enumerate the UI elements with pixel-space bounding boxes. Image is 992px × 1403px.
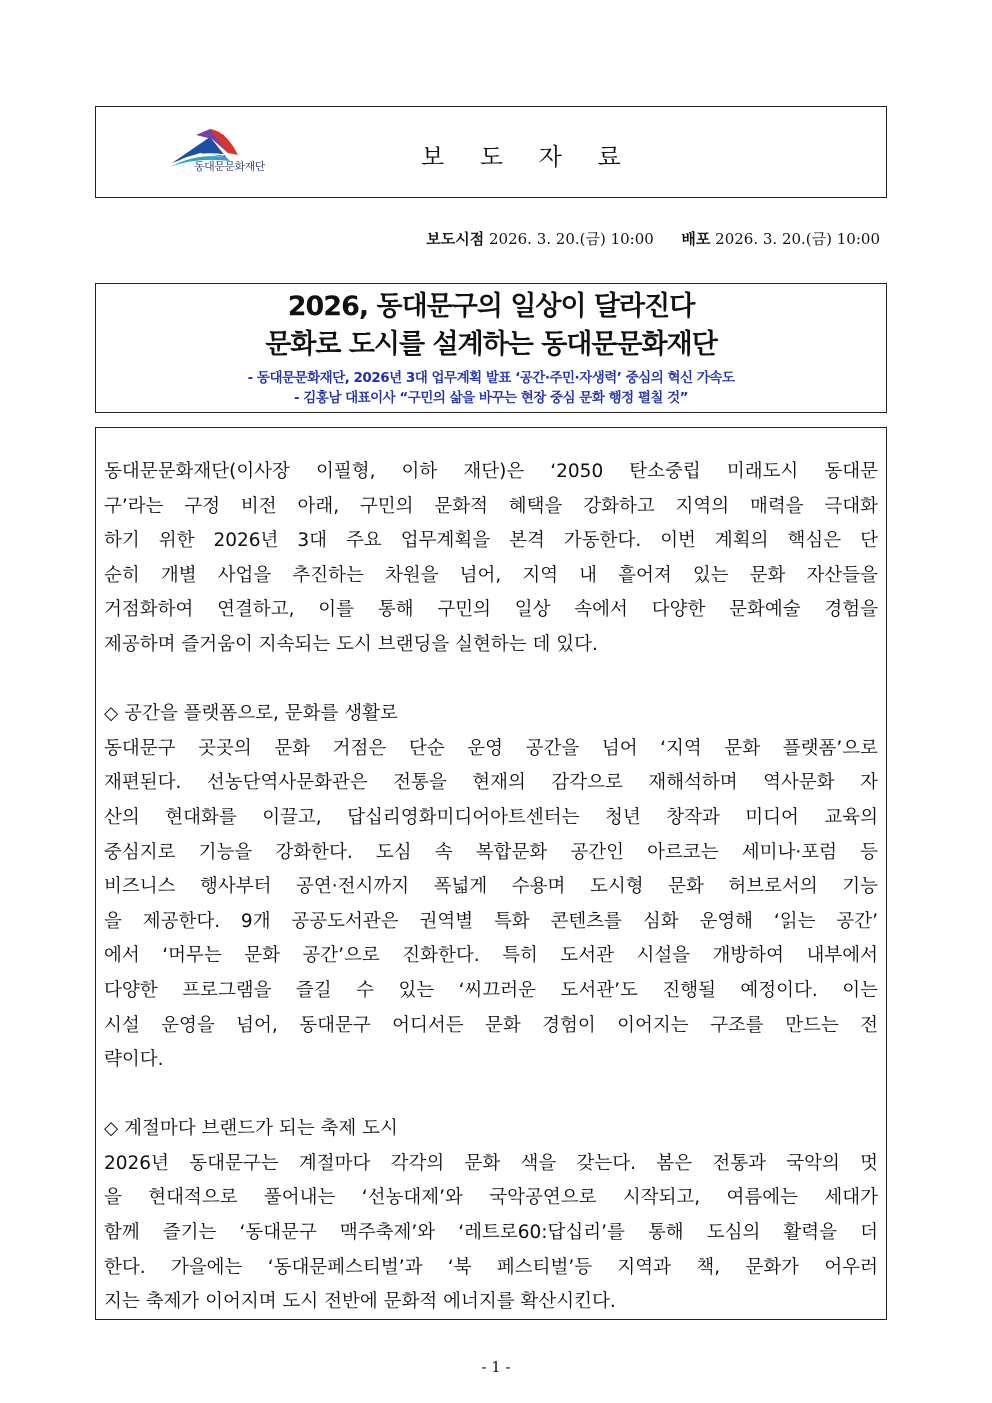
section-1-line: 을 제공한다. 9개 공공도서관은 권역별 특화 콘텐츠를 심화 운영해 ‘읽는 공간’ [104,910,878,932]
headline-title-2: 문화로 도시를 설계하는 동대문문화재단 [265,329,717,360]
intro-line: 구’라는 구정 비전 아래, 구민의 문화적 혜택을 강화하고 지역의 매력을 극대화 [104,495,878,517]
section-2-heading: ◇ 계절마다 브랜드가 되는 축제 도시 [104,1118,398,1140]
section-1-line: 산의 현대화를 이끌고, 답십리영화미디어아트센터는 청년 창작과 미디어 교육의 [104,806,878,828]
section-2-line: 을 현대적으로 풀어내는 ‘선농대제’와 국악공연으로 시작되고, 여름에는 세대가 [104,1187,878,1209]
article-body [95,427,887,1320]
section-2-line: 함께 즐기는 ‘동대문구 맥주축제’와 ‘레트로60:답십리’를 통해 도심의 활력을 더 [104,1222,878,1244]
section-1-line: 동대문구 곳곳의 문화 거점은 단순 운영 공간을 넘어 ‘지역 문화 플랫폼’으로 [104,737,878,759]
headline-subtitle-1: - 동대문문화재단, 2026년 3대 업무계획 발표 ‘공간·주민·자생력’ 중심의 혁신 가속도 [247,370,735,386]
section-1-heading: ◇ 공간을 플랫폼으로, 문화를 생활로 [104,703,398,725]
section-1-line: 시설 운영을 넘어, 동대문구 어디서든 문화 경험이 이어지는 구조를 만드는 전 [104,1014,878,1036]
distribution-label: 배포 [681,230,711,248]
release-time-value: 2026. 3. 20.(금) 10:00 [488,230,654,248]
release-time-label: 보도시점 [426,230,485,248]
release-info [426,228,880,249]
section-1-paragraph [104,732,878,1078]
section-1-line: 비즈니스 행사부터 공연·전시까지 폭넓게 수용며 도시형 문화 허브로서의 기능 [104,876,878,898]
intro-line: 동대문문화재단(이사장 이필형, 이하 재단)은 ‘2050 탄소중립 미래도시 동대문 [104,461,878,482]
section-1-line: 에서 ‘머무는 문화 공간’으로 진화한다. 특히 도서관 시설을 개방하여 내부에서 [104,945,878,967]
logo-text: 동대문문화재단 [194,160,265,173]
section-2-line: 2026년 동대문구는 계절마다 각각의 문화 색을 갖는다. 봄은 전통과 국악의 멋 [104,1152,878,1174]
intro-paragraph [104,455,878,663]
section-1-line: 다양한 프로그램을 즐길 수 있는 ‘씨끄러운 도서관’도 진행될 예정이다. 이는 [104,979,878,1001]
intro-line: 순히 개별 사업을 추진하는 차원을 넘어, 지역 내 흩어져 있는 문화 자산들을 [104,564,878,586]
press-release-title: 보 도 자 료 [421,143,635,171]
headline-title-1: 2026, 동대문구의 일상이 달라진다 [287,291,695,322]
section-1-line: 략이다. [104,1049,164,1071]
intro-line: 하기 위한 2026년 3대 주요 업무계획을 본격 가동한다. 이번 계획의 핵심은 단 [104,530,878,552]
headline-subtitle-2: - 김홍남 대표이사 “구민의 삶을 바꾸는 현장 중심 문화 행정 펼칠 것” [293,390,689,406]
section-2-paragraph [104,1147,878,1320]
foundation-logo [166,127,296,182]
distribution-value: 2026. 3. 20.(금) 10:00 [715,230,880,248]
intro-line: 제공하며 즐거움이 지속되는 도시 브랜딩을 실현하는 데 있다. [104,633,598,655]
section-1-line: 중심지로 기능을 강화한다. 도심 속 복합문화 공간인 아르코는 세미나·포럼 등 [104,841,878,863]
section-1-line: 재편된다. 선농단역사문화관은 전통을 현재의 감각으로 재해석하며 역사문화 자 [104,772,878,794]
page-number: - 1 - [481,1358,511,1376]
section-2-line: 지는 축제가 이어지며 도시 전반에 문화적 에너지를 확산시킨다. [104,1291,616,1313]
press-release-header [95,106,887,198]
intro-line: 거점화하여 연결하고, 이를 통해 구민의 일상 속에서 다양한 문화예술 경험을 [104,599,878,621]
headline-box [95,283,887,413]
section-2-line: 한다. 가을에는 ‘동대문페스티벌’과 ‘북 페스티벌’등 지역과 책, 문화가 어우러 [104,1256,878,1278]
